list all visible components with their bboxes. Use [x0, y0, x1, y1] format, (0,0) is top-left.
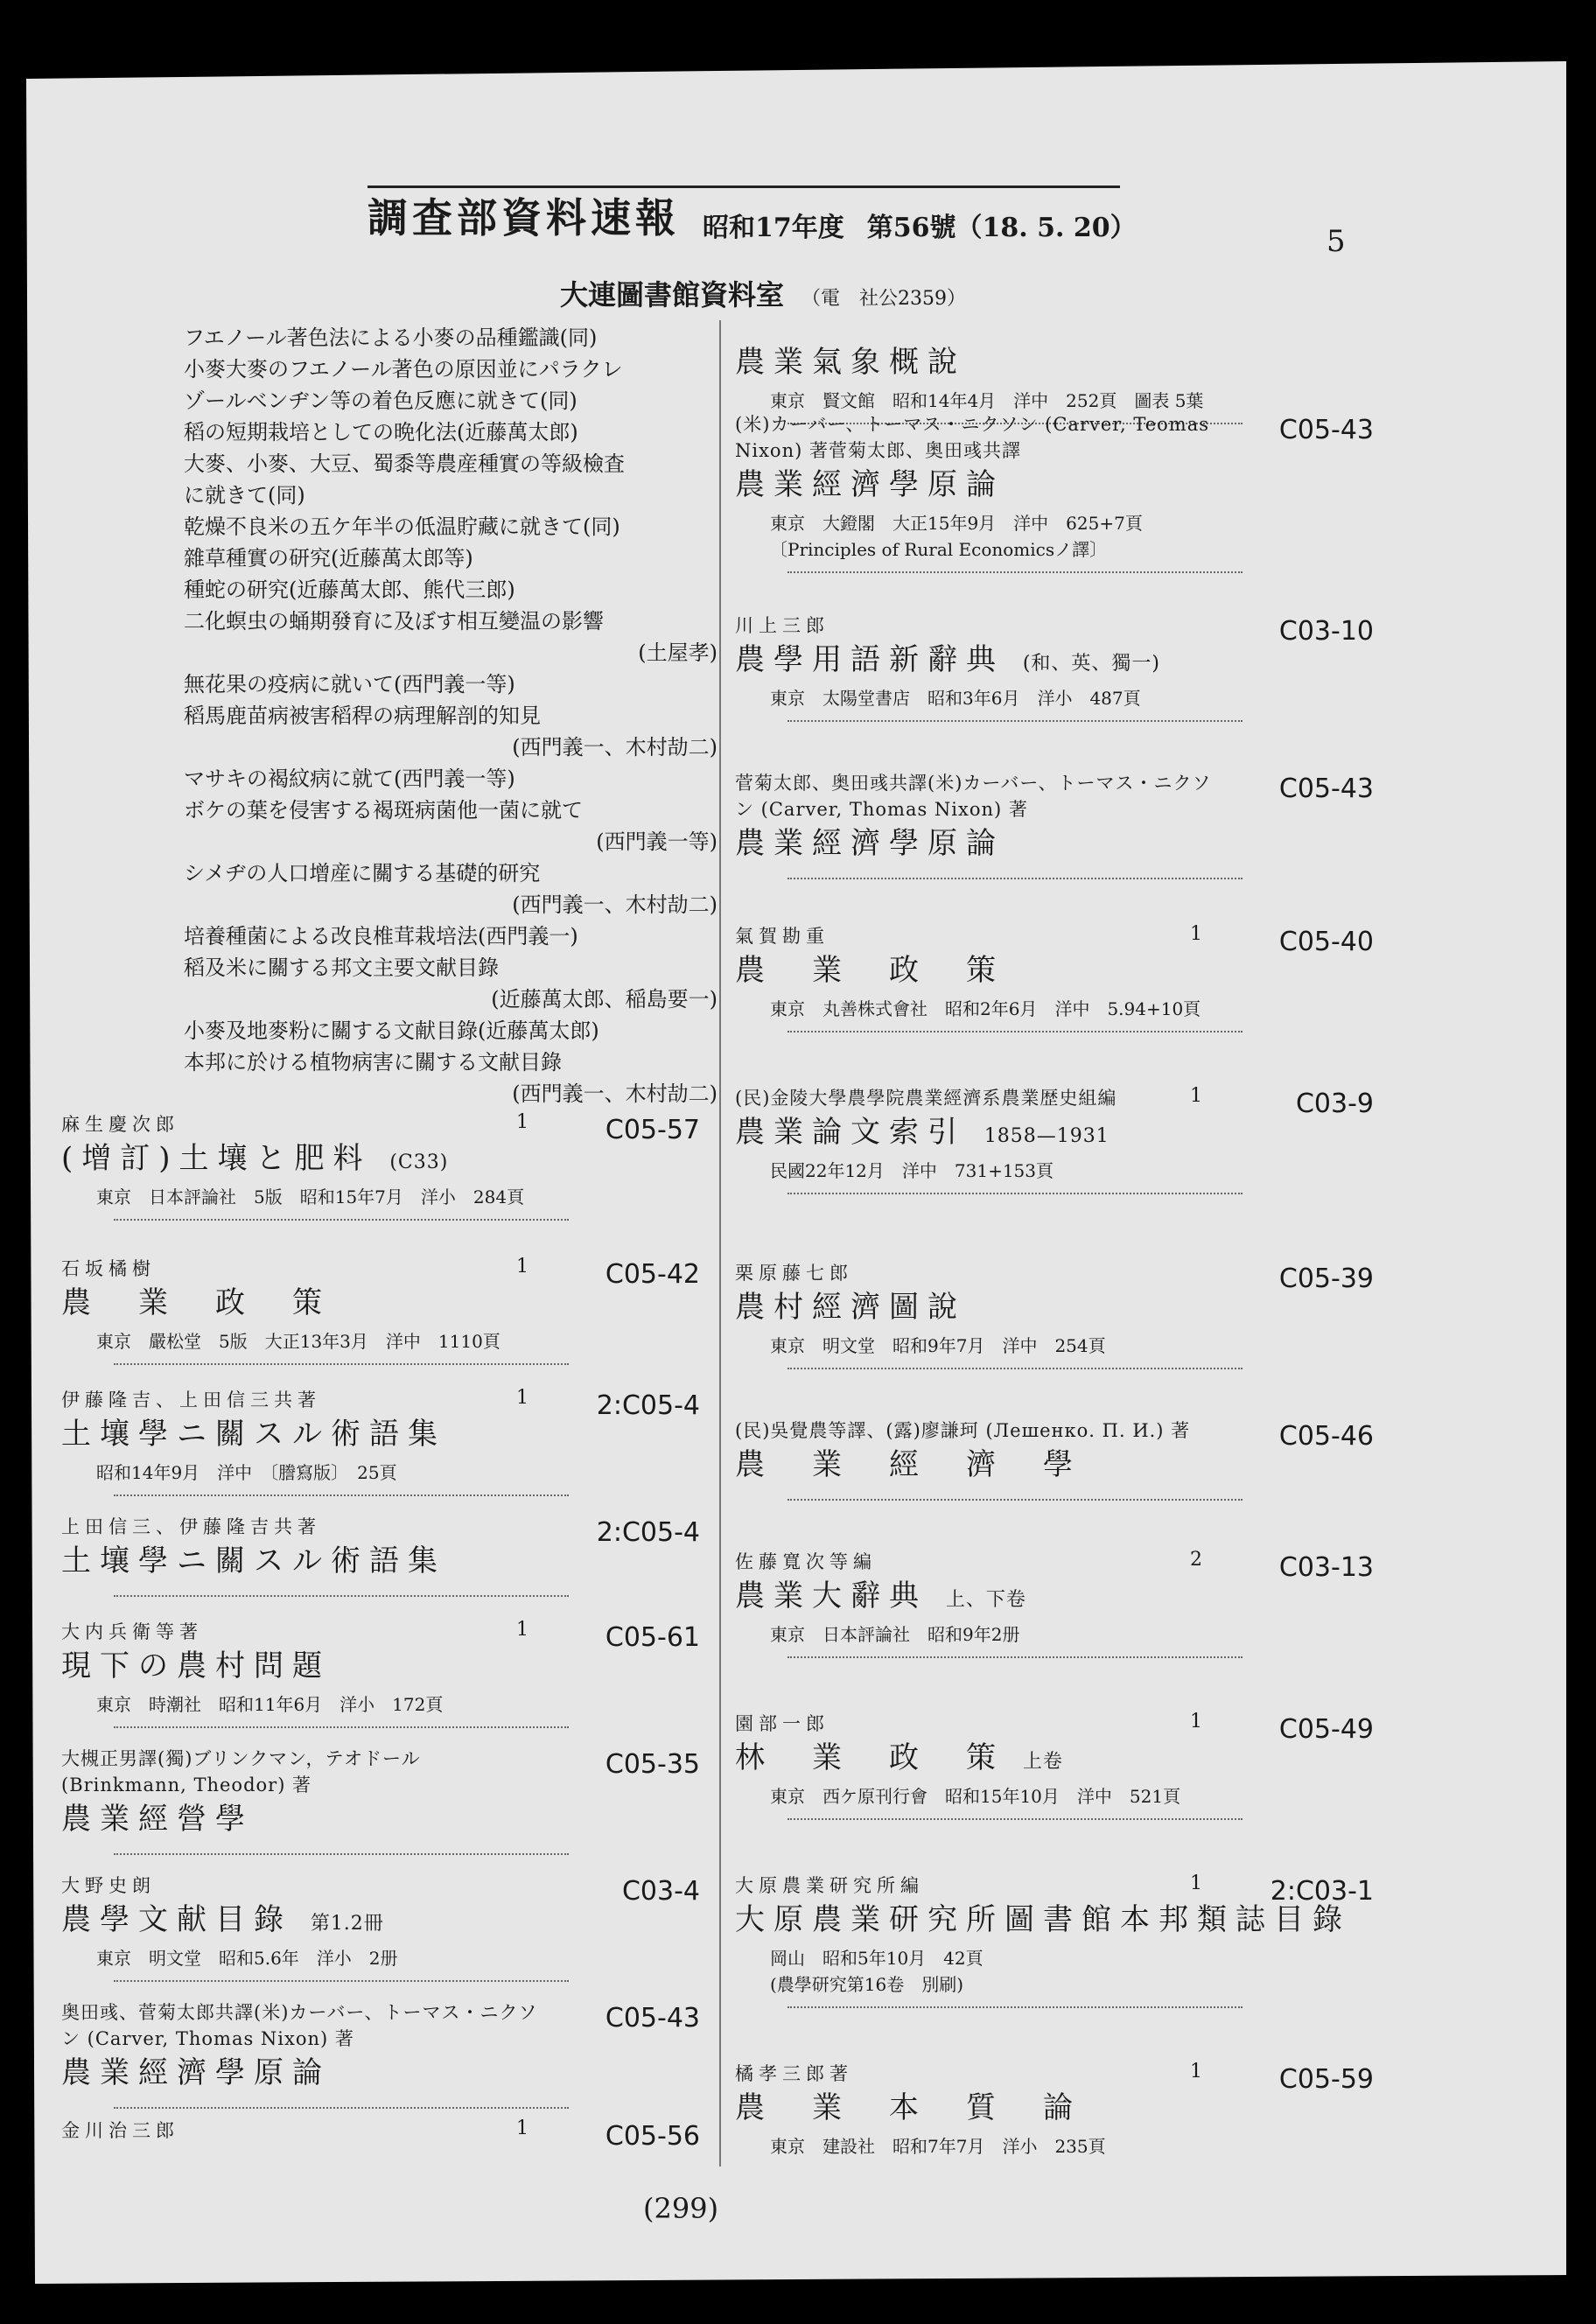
- entry-call-number: C05-35: [605, 1749, 700, 1780]
- entry-call-number: 2:C03-1: [1270, 1876, 1374, 1907]
- entry-title-line: [735, 1737, 1374, 1783]
- entry-separator: [114, 1980, 569, 1982]
- library-name: 大連圖書館資料室: [560, 278, 785, 312]
- entry-separator: [114, 1726, 569, 1728]
- entry-separator: [788, 1656, 1242, 1658]
- entry-title-suffix: (C33): [389, 1152, 449, 1173]
- entry-author: 上田信三、伊藤隆吉共著: [61, 1516, 321, 1537]
- list-item: ボケの葉を侵害する褐斑病菌他一菌に就て: [184, 798, 583, 822]
- entry-title: 土壤學ニ關スル術語集: [61, 1417, 446, 1452]
- entry-call-number: 2:C05-4: [596, 1517, 700, 1548]
- entry-author: 伊藤隆吉、上田信三共著: [61, 1390, 321, 1410]
- entry-title-suffix: 1858—1931: [984, 1125, 1110, 1147]
- entry-title-line: [735, 949, 1374, 996]
- entry-title-line: [61, 1798, 700, 1844]
- entry-call-number: C03-13: [1278, 1552, 1374, 1583]
- entry-call-number: C05-43: [605, 2003, 700, 2034]
- list-item: 培養種菌による改良椎茸栽培法(西門義一): [184, 924, 578, 948]
- entry-title: 農業經濟學原論: [735, 467, 1004, 502]
- entry-publication: 岡山 昭和5年10月 42頁: [770, 1948, 984, 1969]
- entry-title: 大原農業研究所圖書館本邦類誌目錄: [735, 1902, 1351, 1937]
- entry-separator: [114, 2107, 569, 2109]
- list-item: 種蛇の研究(近藤萬太郎、熊代三郎): [184, 578, 515, 602]
- left-top-list: [184, 322, 718, 1110]
- entry-title-line: [735, 1286, 1374, 1333]
- entry-separator: [788, 878, 1242, 879]
- list-item: 稻馬鹿苗病被害稻稈の病理解剖的知見: [184, 704, 541, 728]
- entry-author: 園部一郎: [735, 1713, 830, 1734]
- entry-title-suffix: 第1.2冊: [310, 1913, 384, 1935]
- entry-separator: [788, 1031, 1242, 1032]
- entry-publication: 東京 日本評論社 昭和9年2册: [770, 1624, 1020, 1645]
- entry-separator: [114, 1853, 569, 1855]
- entry-title: 農 業 政 策: [61, 1285, 331, 1320]
- entry-title: 農 業 政 策: [735, 953, 1004, 988]
- entry-separator: [788, 1193, 1242, 1194]
- entry-publication: 民國22年12月 洋中 731+153頁: [770, 1160, 1054, 1181]
- list-item: (西門義一、木村劼二): [512, 735, 718, 760]
- entry-title-line: [61, 1282, 700, 1328]
- list-item: (西門義一、木村劼二): [512, 892, 718, 917]
- catalog-entry: [61, 1999, 700, 2109]
- entry-volumes: 1: [516, 1619, 528, 1641]
- entry-title-line: [735, 1111, 1374, 1158]
- entry-title: 農學文献目錄: [61, 1902, 292, 1937]
- entry-author: 麻生慶次郎: [61, 1114, 179, 1135]
- entry-publication: 東京 時潮社 昭和11年6月 洋小 172頁: [96, 1694, 444, 1715]
- entry-title-line: [735, 1444, 1374, 1490]
- entry-publication: 東京 丸善株式會社 昭和2年6月 洋中 5.94+10頁: [770, 998, 1201, 1019]
- entry-author: 菅菊太郎、奥田彧共譯(米)カーバー、トーマス・ニクソン (Carver, Thomas Nixon) 著: [735, 773, 1212, 820]
- list-item: 二化螟虫の蛹期發育に及ぼす相互變温の影響: [184, 609, 604, 634]
- entry-title: 農學用語新辭典: [735, 642, 1004, 677]
- bulletin-title: 調査部資料速報: [368, 194, 680, 242]
- list-item: 無花果の疫病に就いて(西門義一等): [184, 672, 515, 696]
- list-item: に就きて(同): [184, 483, 305, 508]
- entry-title: 現下の農村問題: [61, 1648, 331, 1684]
- entry-author: 橘孝三郎著: [735, 2063, 853, 2084]
- entry-title-line: [735, 822, 1374, 869]
- entry-title: 農 業 本 質 論: [735, 2090, 1082, 2125]
- entry-publication: 東京 大鐙閣 大正15年9月 洋中 625+7頁: [770, 513, 1143, 534]
- entry-title: 農業氣象概說: [735, 345, 966, 380]
- catalog-entry: [61, 2118, 700, 2152]
- list-item: フエノール著色法による小麥の品種鑑識(同): [184, 326, 598, 350]
- entry-publication: 東京 嚴松堂 5版 大正13年3月 洋中 1110頁: [96, 1331, 500, 1352]
- list-item: 小麥大麥のフエノール著色の原因並にパラクレ: [184, 357, 623, 382]
- entry-author: (民)金陵大學農學院農業經濟系農業歴史組編: [735, 1088, 1117, 1109]
- list-item: マサキの褐紋病に就て(西門義一等): [184, 766, 515, 791]
- entry-author: 奥田彧、菅菊太郎共譯(米)カーバー、トーマス・ニクソン (Carver, Thomas Nixon) 著: [61, 2002, 538, 2049]
- entry-volumes: 1: [1190, 1872, 1202, 1894]
- entry-separator: [788, 2006, 1242, 2008]
- catalog-entry: [735, 411, 1374, 573]
- entry-volumes: 2: [1190, 1549, 1202, 1571]
- list-item: (西門義一、木村劼二): [512, 1082, 718, 1106]
- entry-author: 大槻正男譯(獨)ブリンクマン，テオドール (Brinkmann, Theodor) 著: [61, 1748, 421, 1796]
- catalog-entry: [61, 1256, 700, 1365]
- entry-volumes: 1: [1190, 1711, 1202, 1732]
- entry-author: 金川治三郎: [61, 2120, 179, 2141]
- entry-volumes: 1: [1190, 923, 1202, 945]
- entry-publication: 東京 明文堂 昭和5.6年 洋小 2册: [96, 1948, 398, 1969]
- entry-call-number: C05-46: [1278, 1421, 1374, 1452]
- catalog-entry: [735, 1418, 1374, 1501]
- catalog-entry: [61, 1872, 700, 1982]
- list-item: (土屋孝): [638, 640, 718, 665]
- catalog-entry: [61, 1514, 700, 1597]
- entry-publication: (農學研究第16卷 別刷): [770, 1974, 964, 1995]
- entry-call-number: C05-49: [1278, 1714, 1374, 1745]
- entry-publication: 昭和14年9月 洋中 〔謄寫版〕 25頁: [96, 1462, 397, 1483]
- entry-author: 大内兵衛等著: [61, 1621, 203, 1642]
- entry-publication: 東京 西ケ原刊行會 昭和15年10月 洋中 521頁: [770, 1786, 1181, 1807]
- entry-volumes: 1: [1190, 2061, 1202, 2082]
- catalog-entry: [61, 1387, 700, 1496]
- entry-volumes: 1: [516, 1111, 528, 1133]
- list-item: 小麥及地麥粉に關する文献目錄(近藤萬太郎): [184, 1018, 599, 1043]
- entry-title: 土壤學ニ關スル術語集: [61, 1544, 446, 1578]
- entry-call-number: C05-40: [1278, 927, 1374, 957]
- catalog-entry: [735, 770, 1374, 879]
- entry-call-number: C03-9: [1295, 1088, 1374, 1119]
- catalog-entry: [735, 1549, 1374, 1658]
- entry-publication: 東京 賢文館 昭和14年4月 洋中 252頁 圖表 5葉: [770, 390, 1204, 411]
- entry-separator: [788, 1499, 1242, 1501]
- entry-title: 林 業 政 策: [735, 1740, 1004, 1775]
- entry-author: 大野史朗: [61, 1875, 156, 1896]
- list-item: 本邦に於ける植物病害に關する文献目錄: [184, 1050, 562, 1074]
- entry-separator: [788, 720, 1242, 722]
- entry-author: 石坂橘樹: [61, 1258, 156, 1279]
- bulletin-year: 昭和17年度: [703, 213, 844, 243]
- entry-volumes: 1: [516, 2118, 528, 2139]
- entry-call-number: C03-10: [1278, 616, 1374, 647]
- entry-title-line: [61, 1899, 700, 1945]
- entry-title-line: [735, 464, 1374, 510]
- entry-author: (民)吳覺農等譯、(露)廖謙珂 (Лешенко. П. И.) 著: [735, 1420, 1191, 1441]
- library-phone: （電 社公2359）: [802, 288, 967, 310]
- entry-separator: [114, 1494, 569, 1496]
- list-item: 稻の短期栽培としての晩化法(近藤萬太郎): [184, 420, 578, 444]
- list-item: ゾールベンヂン等の着色反應に就きて(同): [184, 388, 578, 413]
- entry-title-line: [61, 1138, 700, 1184]
- entry-title: 農業經濟學原論: [735, 826, 1004, 861]
- catalog-entry: [61, 1111, 700, 1221]
- list-item: (西門義一等): [596, 830, 718, 854]
- list-item: (近藤萬太郎、稲島要一): [491, 987, 718, 1012]
- entry-title-line: [735, 2087, 1374, 2133]
- entry-call-number: 2:C05-4: [596, 1390, 700, 1421]
- entry-title: 農業大辭典: [735, 1578, 928, 1614]
- entry-separator: [788, 1818, 1242, 1820]
- entry-call-number: C05-42: [605, 1259, 700, 1290]
- catalog-entry: [735, 1085, 1374, 1194]
- catalog-entry: [735, 923, 1374, 1032]
- page-number: 5: [1326, 224, 1346, 259]
- entry-call-number: C03-4: [621, 1876, 700, 1907]
- list-item: 大麥、小麥、大豆、蜀黍等農産種實の等級檢査: [184, 452, 625, 476]
- catalog-entry: [735, 1711, 1374, 1820]
- entry-publication: 東京 建設社 昭和7年7月 洋小 235頁: [770, 2136, 1106, 2157]
- entry-call-number: C05-43: [1278, 415, 1374, 445]
- entry-publication: 東京 日本評論社 5版 昭和15年7月 洋小 284頁: [96, 1186, 525, 1208]
- catalog-entry: [61, 1619, 700, 1728]
- list-item: シメヂの人口增産に關する基礎的研究: [184, 861, 541, 886]
- entry-separator: [788, 571, 1242, 573]
- column-divider: [719, 320, 721, 2166]
- entry-title-line: [61, 1645, 700, 1691]
- entry-title-suffix: (和、英、獨一): [1022, 653, 1160, 675]
- entry-title-line: [61, 2052, 700, 2098]
- entry-call-number: C05-56: [605, 2121, 700, 2152]
- catalog-entry: [61, 1746, 700, 1855]
- entry-author: 川上三郎: [735, 615, 830, 636]
- entry-author: (米)カーバー、トーマス・ニクソン (Carver, Teomas Nixon) 著菅菊太郎、奥田彧共譯: [735, 414, 1210, 461]
- entry-call-number: C05-39: [1278, 1264, 1374, 1294]
- entry-volumes: 1: [516, 1387, 528, 1409]
- catalog-entry: [735, 1872, 1374, 2008]
- catalog-entry: [735, 2061, 1374, 2160]
- list-item: 乾燥不良米の五ケ年半の低温貯藏に就きて(同): [184, 514, 620, 539]
- entry-separator: [788, 1368, 1242, 1369]
- entry-separator: [114, 1219, 569, 1221]
- entry-author: 氣賀勘重: [735, 926, 830, 947]
- entry-separator: [114, 1363, 569, 1365]
- entry-author: 佐藤寬次等編: [735, 1551, 877, 1572]
- entry-call-number: C05-57: [605, 1115, 700, 1145]
- entry-title: 農村經濟圖說: [735, 1290, 966, 1325]
- entry-title-line: [735, 341, 1374, 388]
- bulletin-issue: 第56號（18. 5. 20）: [866, 213, 1137, 243]
- entry-publication: 東京 太陽堂書店 昭和3年6月 洋小 487頁: [770, 688, 1141, 709]
- entry-title-suffix: 上、下卷: [945, 1589, 1026, 1611]
- entry-title: 農業經營學: [61, 1802, 254, 1837]
- page-header: [368, 188, 1138, 244]
- entry-title-suffix: 上卷: [1022, 1751, 1063, 1773]
- library-header: [560, 273, 1120, 313]
- entry-publication: 東京 明文堂 昭和9年7月 洋中 254頁: [770, 1335, 1106, 1356]
- entry-author: 栗原藤七郎: [735, 1263, 853, 1284]
- entry-call-number: C05-59: [1278, 2064, 1374, 2095]
- catalog-entry: [735, 612, 1374, 722]
- entry-title-line: [735, 1575, 1374, 1621]
- entry-title-line: [735, 639, 1374, 685]
- entry-title: 農業經濟學原論: [61, 2055, 331, 2090]
- entry-volumes: 1: [1190, 1085, 1202, 1107]
- list-item: 稻及米に關する邦文主要文献目錄: [184, 956, 499, 980]
- entry-publication: 〔Principles of Rural Economicsノ譯〕: [770, 539, 1108, 560]
- catalog-entry: [735, 1260, 1374, 1369]
- entry-title: 農 業 經 濟 學: [735, 1447, 1082, 1482]
- entry-call-number: C05-43: [1278, 774, 1374, 804]
- entry-separator: [114, 1595, 569, 1597]
- list-item: 雜草種實の研究(近藤萬太郎等): [184, 546, 473, 570]
- entry-call-number: C05-61: [605, 1622, 700, 1653]
- entry-title: 農業論文索引: [735, 1115, 966, 1150]
- entry-title: (增訂)土壤と肥料: [61, 1141, 372, 1176]
- page-footer-number: (299): [643, 2192, 719, 2225]
- entry-author: 大原農業研究所編: [735, 1875, 924, 1896]
- entry-volumes: 1: [516, 1256, 528, 1278]
